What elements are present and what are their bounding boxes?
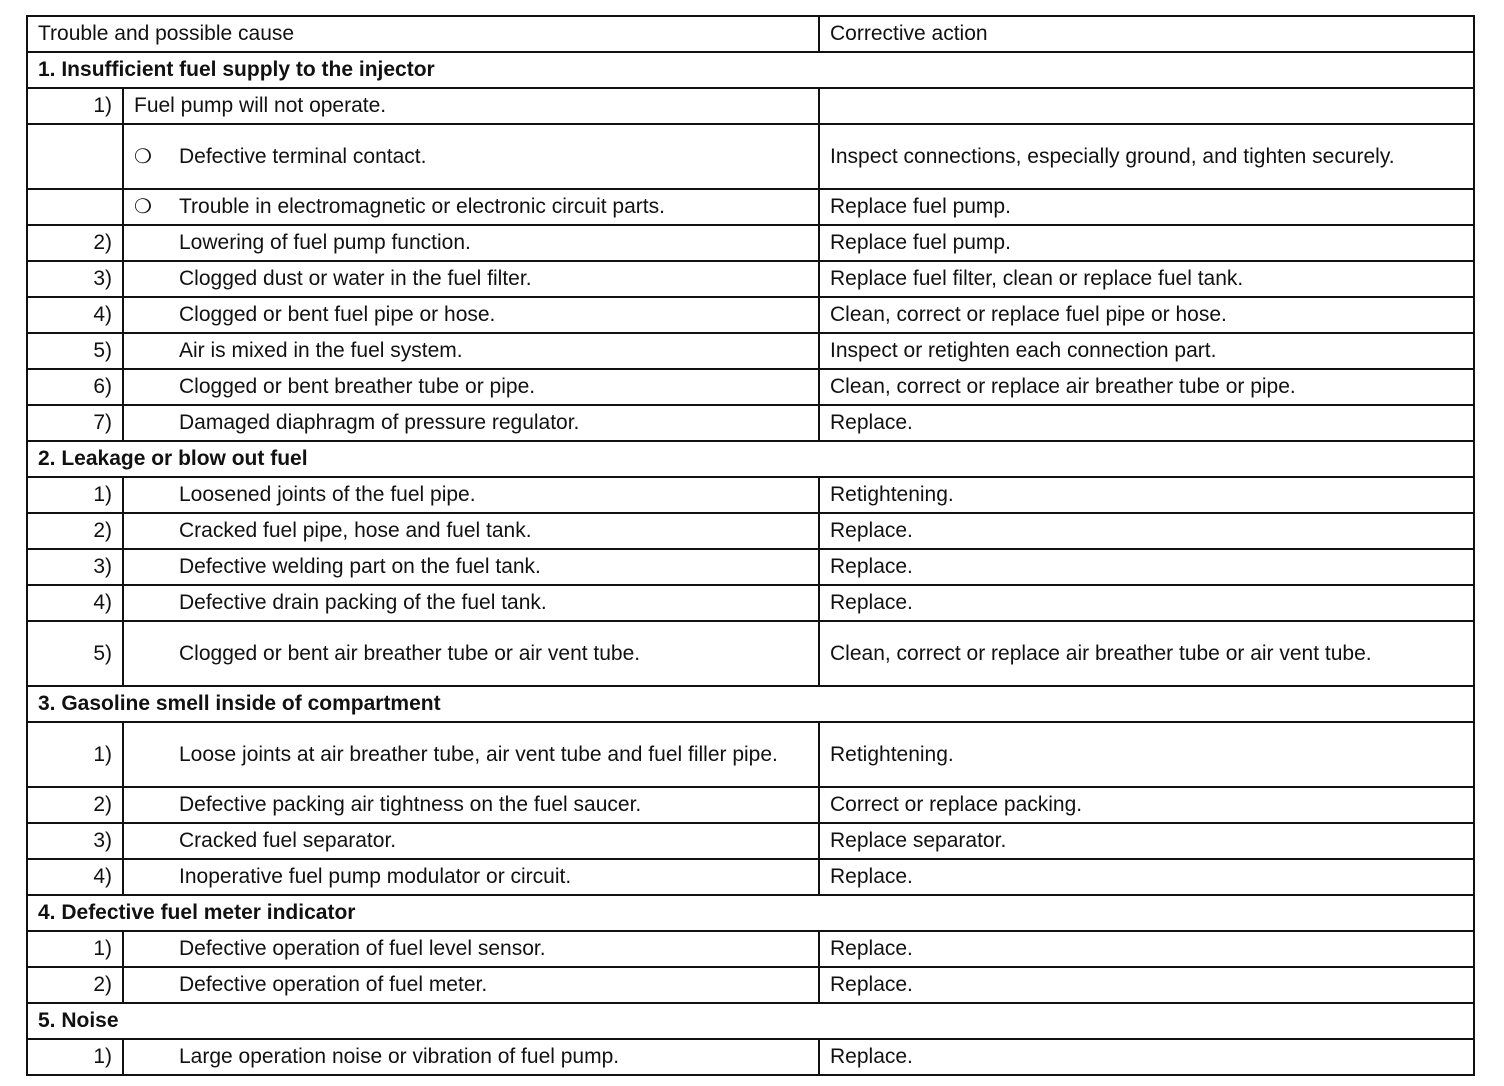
- row-action: Retightening.: [819, 477, 1474, 513]
- row-action: Replace.: [819, 967, 1474, 1003]
- section-title: 2. Leakage or blow out fuel: [27, 441, 1474, 477]
- row-number: 4): [27, 585, 123, 621]
- row-cause: Clogged or bent air breather tube or air vent tube.: [169, 621, 819, 686]
- row-cause: Air is mixed in the fuel system.: [169, 333, 819, 369]
- row-number: [27, 189, 123, 225]
- row-action: Clean, correct or replace air breather tube or pipe.: [819, 369, 1474, 405]
- row-number: 3): [27, 549, 123, 585]
- row-cause: Loosened joints of the fuel pipe.: [169, 477, 819, 513]
- table-row: [27, 405, 1474, 441]
- row-cause: Cracked fuel pipe, hose and fuel tank.: [169, 513, 819, 549]
- row-action: Inspect connections, especially ground, and tighten securely.: [819, 124, 1474, 189]
- row-cause: Defective terminal contact.: [169, 124, 819, 189]
- table-row: [27, 189, 1474, 225]
- header-action: Corrective action: [819, 16, 1474, 52]
- row-action: Replace fuel filter, clean or replace fuel tank.: [819, 261, 1474, 297]
- table-row: [27, 621, 1474, 686]
- row-number: 1): [27, 88, 123, 124]
- section-row: [27, 1003, 1474, 1039]
- table-row: [27, 787, 1474, 823]
- row-number: 2): [27, 967, 123, 1003]
- row-number: 1): [27, 1039, 123, 1075]
- row-number: 1): [27, 931, 123, 967]
- row-action: Retightening.: [819, 722, 1474, 787]
- table-row: [27, 297, 1474, 333]
- bullet-cell: [123, 124, 169, 189]
- row-action: Inspect or retighten each connection part.: [819, 333, 1474, 369]
- row-action: Replace.: [819, 549, 1474, 585]
- row-action: Correct or replace packing.: [819, 787, 1474, 823]
- row-number: 5): [27, 621, 123, 686]
- row-action: Replace separator.: [819, 823, 1474, 859]
- section-title: 3. Gasoline smell inside of compartment: [27, 686, 1474, 722]
- table-row: [27, 931, 1474, 967]
- table-row: [27, 549, 1474, 585]
- table-row: [27, 477, 1474, 513]
- row-cause: Inoperative fuel pump modulator or circuit.: [169, 859, 819, 895]
- row-cause: Fuel pump will not operate.: [123, 88, 819, 124]
- row-cause: Clogged dust or water in the fuel filter.: [169, 261, 819, 297]
- row-number: 3): [27, 823, 123, 859]
- troubleshooting-table: [26, 15, 1475, 1076]
- table-row: [27, 261, 1474, 297]
- row-action: Replace.: [819, 585, 1474, 621]
- table-row: [27, 369, 1474, 405]
- row-cause: Clogged or bent breather tube or pipe.: [169, 369, 819, 405]
- row-number: 2): [27, 787, 123, 823]
- row-cause: Loose joints at air breather tube, air vent tube and fuel filler pipe.: [169, 722, 819, 787]
- row-cause: Large operation noise or vibration of fuel pump.: [169, 1039, 819, 1075]
- row-number: [27, 124, 123, 189]
- row-cause: Defective drain packing of the fuel tank.: [169, 585, 819, 621]
- table-row: [27, 124, 1474, 189]
- row-action: Replace fuel pump.: [819, 225, 1474, 261]
- row-number: 5): [27, 333, 123, 369]
- row-cause: Lowering of fuel pump function.: [169, 225, 819, 261]
- section-title: 4. Defective fuel meter indicator: [27, 895, 1474, 931]
- row-number: 2): [27, 225, 123, 261]
- row-action: Clean, correct or replace fuel pipe or hose.: [819, 297, 1474, 333]
- row-action: Replace.: [819, 1039, 1474, 1075]
- table-row: [27, 333, 1474, 369]
- row-action: Replace.: [819, 405, 1474, 441]
- row-number: 4): [27, 297, 123, 333]
- row-cause: Defective packing air tightness on the fuel saucer.: [169, 787, 819, 823]
- row-action: Replace.: [819, 513, 1474, 549]
- row-number: 1): [27, 477, 123, 513]
- table-row: [27, 585, 1474, 621]
- bullet-cell: [123, 189, 169, 225]
- section-row: [27, 52, 1474, 88]
- row-cause: Defective operation of fuel level sensor.: [169, 931, 819, 967]
- row-cause: Defective welding part on the fuel tank.: [169, 549, 819, 585]
- row-number: 6): [27, 369, 123, 405]
- row-cause: Defective operation of fuel meter.: [169, 967, 819, 1003]
- header-cause: Trouble and possible cause: [27, 16, 819, 52]
- row-action: Replace.: [819, 859, 1474, 895]
- table-row: [27, 859, 1474, 895]
- table-row: [27, 823, 1474, 859]
- section-row: [27, 895, 1474, 931]
- table-header-row: [27, 16, 1474, 52]
- row-action: [819, 88, 1474, 124]
- section-title: 5. Noise: [27, 1003, 1474, 1039]
- table-row: [27, 1039, 1474, 1075]
- section-row: [27, 441, 1474, 477]
- row-cause: Cracked fuel separator.: [169, 823, 819, 859]
- table-row: [27, 88, 1474, 124]
- row-cause: Trouble in electromagnetic or electronic circuit parts.: [169, 189, 819, 225]
- table-row: [27, 225, 1474, 261]
- row-cause: Clogged or bent fuel pipe or hose.: [169, 297, 819, 333]
- section-title: 1. Insufficient fuel supply to the injector: [27, 52, 1474, 88]
- row-cause: Damaged diaphragm of pressure regulator.: [169, 405, 819, 441]
- row-number: 4): [27, 859, 123, 895]
- table-row: [27, 967, 1474, 1003]
- row-number: 7): [27, 405, 123, 441]
- row-action: Replace.: [819, 931, 1474, 967]
- row-number: 3): [27, 261, 123, 297]
- table-row: [27, 513, 1474, 549]
- circle-bullet-icon: ❍: [134, 145, 152, 168]
- section-row: [27, 686, 1474, 722]
- circle-bullet-icon: ❍: [134, 196, 152, 218]
- row-action: Replace fuel pump.: [819, 189, 1474, 225]
- row-number: 2): [27, 513, 123, 549]
- table-row: [27, 722, 1474, 787]
- row-action: Clean, correct or replace air breather tube or air vent tube.: [819, 621, 1474, 686]
- row-number: 1): [27, 722, 123, 787]
